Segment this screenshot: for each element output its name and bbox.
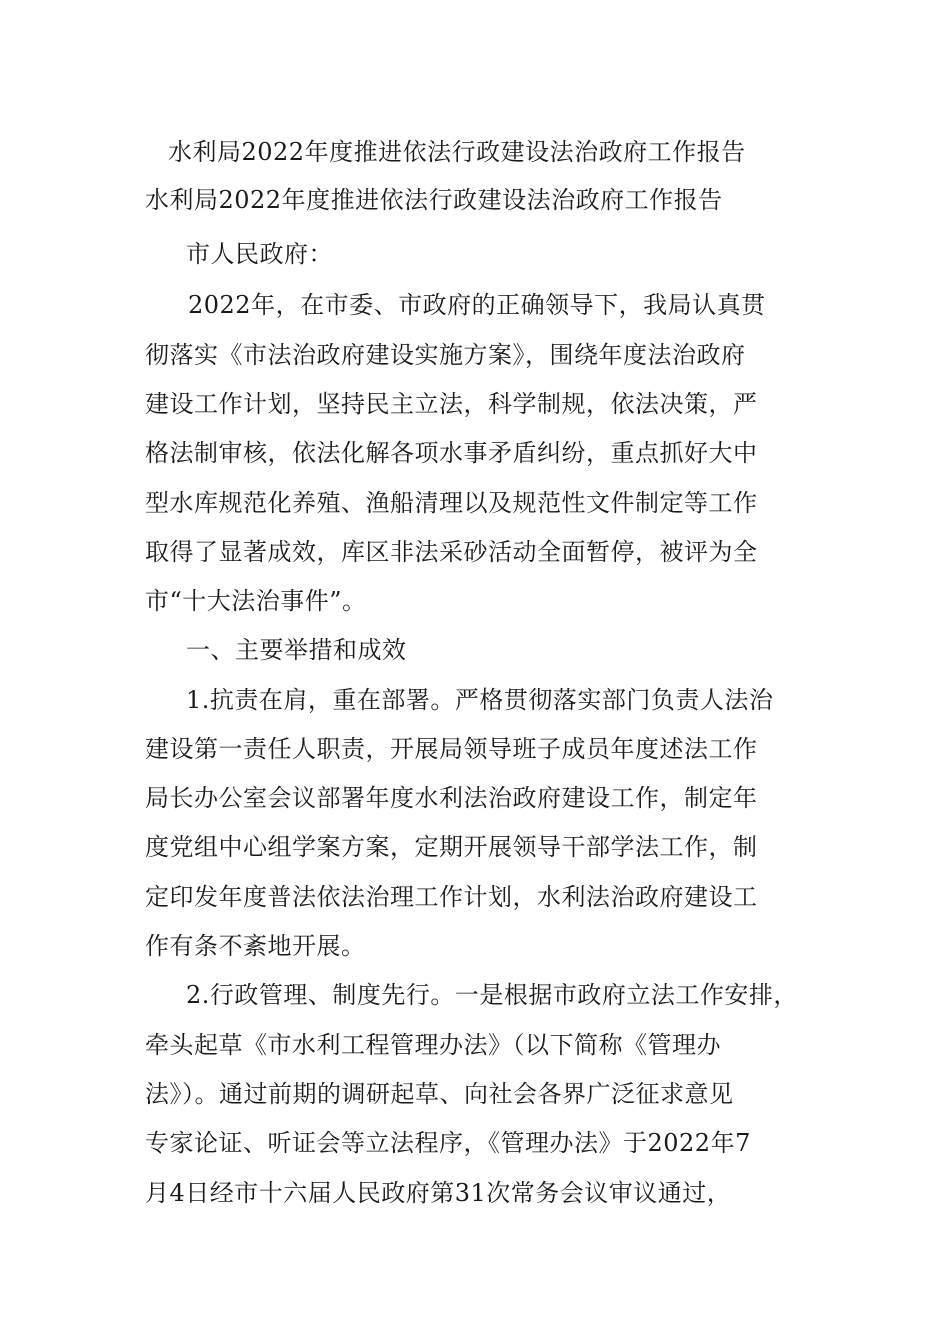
paragraph-line: 市“十大法治事件”。 xyxy=(145,587,367,615)
paragraph-line: 建设工作计划，坚持民主立法，科学制规，依法决策，严 xyxy=(145,390,758,418)
paragraph-line: 2.行政管理、制度先行。一是根据市政府立法工作安排， xyxy=(186,981,798,1009)
paragraph-line: 型水库规范化养殖、渔船清理以及规范性文件制定等工作 xyxy=(145,489,758,517)
paragraph-line: 彻落实《市法治政府建设实施方案》，围绕年度法治政府 xyxy=(145,341,746,369)
paragraph-line: 格法制审核，依法化解各项水事矛盾纠纷，重点抓好大中 xyxy=(145,439,758,467)
document-title: 水利局2022年度推进依法行政建设法治政府工作报告 xyxy=(168,138,746,166)
paragraph-line: 定印发年度普法依法治理工作计划，水利法治政府建设工 xyxy=(145,883,758,911)
salutation: 市人民政府： xyxy=(186,240,333,268)
paragraph-line: 度党组中心组学案方案，定期开展领导干部学法工作，制 xyxy=(145,833,758,861)
paragraph-line: 建设第一责任人职责，开展局领导班子成员年度述法工作 xyxy=(145,735,758,763)
paragraph-line: 作有条不紊地开展。 xyxy=(145,932,366,960)
paragraph-line: 2022年，在市委、市政府的正确领导下，我局认真贯 xyxy=(188,291,766,319)
document-title-repeat: 水利局2022年度推进依法行政建设法治政府工作报告 xyxy=(145,186,723,214)
paragraph-line: 1.抗责在肩，重在部署。严格贯彻落实部门负责人法治 xyxy=(186,686,774,714)
paragraph-line: 专家论证、听证会等立法程序，《管理办法》于2022年7 xyxy=(145,1129,751,1157)
paragraph-line: 牵头起草《市水利工程管理办法》（以下简称《管理办 xyxy=(145,1031,721,1059)
paragraph-line: 月4日经市十六届人民政府第31次常务会议审议通过， xyxy=(145,1179,732,1207)
paragraph-line: 取得了显著成效，库区非法采砂活动全面暂停，被评为全 xyxy=(145,538,758,566)
paragraph-line: 法》）。通过前期的调研起草、向社会各界广泛征求意见 xyxy=(145,1080,734,1108)
paragraph-line: 局长办公室会议部署年度水利法治政府建设工作，制定年 xyxy=(145,784,758,812)
section-heading: 一、主要举措和成效 xyxy=(186,636,407,664)
